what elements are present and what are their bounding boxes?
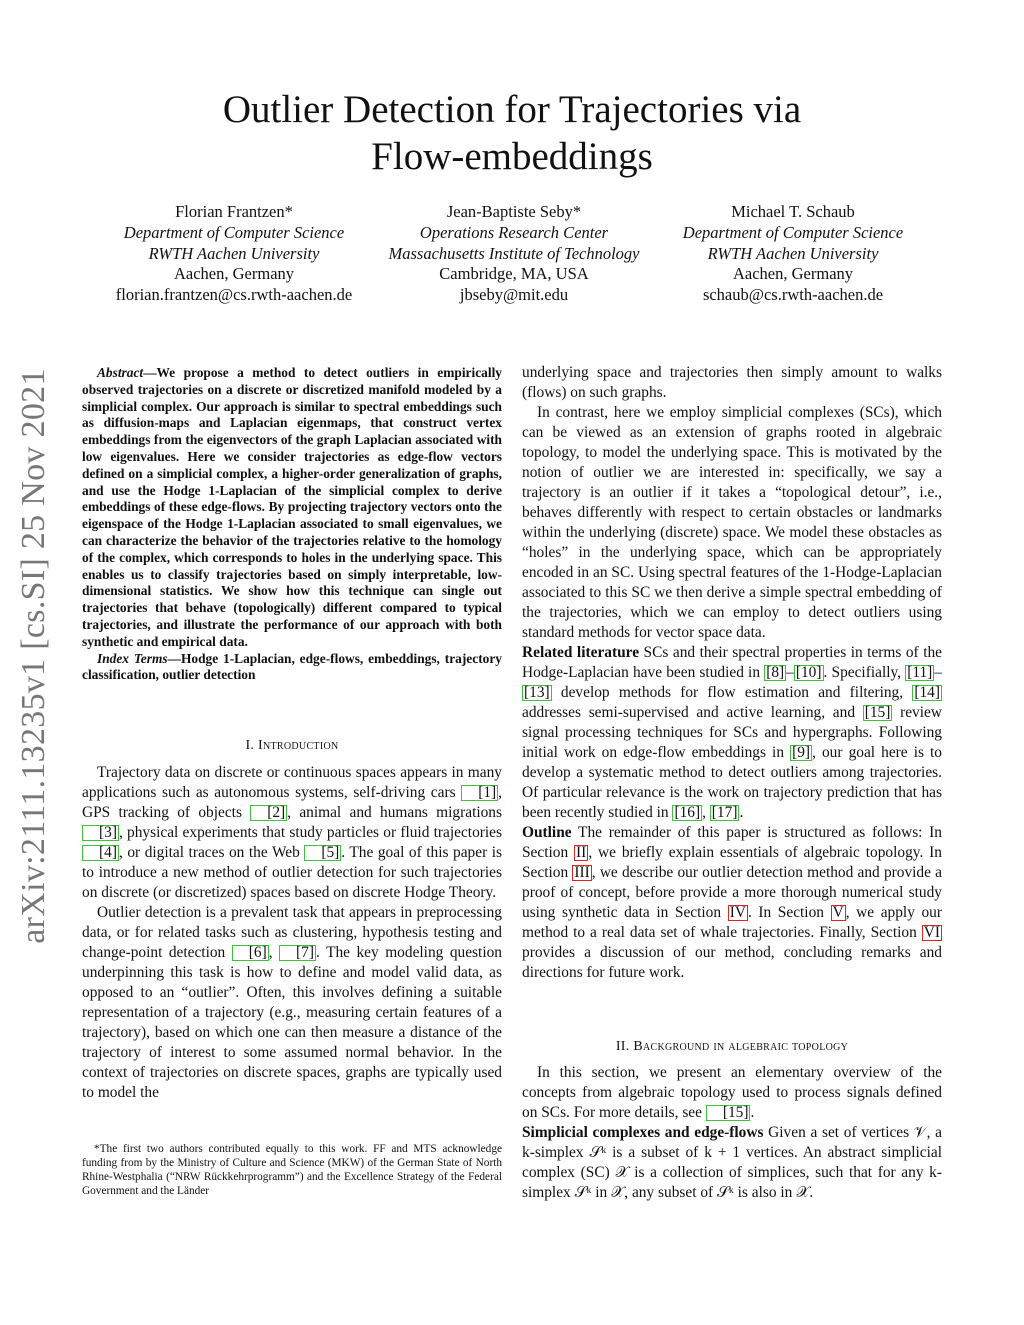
section-link[interactable]: V [832,904,844,921]
citation-link[interactable]: [7] [279,945,316,961]
abstract-text: —We propose a method to detect outliers in empirically observed trajectories on a discrete or discretized manifold modeled by a simplicial complex. Our approach is similar to spectral embeddings such as diffusion-maps and Laplacian eigenmaps, that construct vertex embeddings from the eigenvectors of the graph Laplacian associated with low eigenvalues. Here we consider trajectories as edge-flow vectors defined on a simplicial complex, a higher-order generalization of graphs, and use the Hodge 1-Laplacian of the simplicial complex to derive embeddings of these edge-flows. By projecting trajectory vectors onto the eigenspace of the Hodge 1-Laplacian associated to small eigenvalues, we can characterize the behavior of the trajectories relative to the homology of the complex, which corresponds to holes in the underlying space. This enables us to classify trajectories based on simply interpretable, low-dimensional statistics. We show how this technique can single out trajectories that behave (topologically) different compared to typical trajectories, and illustrate the performance of our approach with both synthetic and empirical data. [82,365,502,649]
background-paragraph-1: In this section, we present an elementary overview of the concepts from algebraic topology used to process signals defined on SCs. For more details, see [15] . [522,1064,942,1121]
right-paragraph-2: In contrast, here we employ simplicial complexes (SCs), which can be viewed as an extension of graphs rooted in algebraic topology, to model the underlying space. This is motivated by the notion of outlier we are interested in: specifically, we say a trajectory is an outlier if it takes a “topological detour”, i.e., behaves differently with respect to certain obstacles or landmarks within the underlying (discrete) space. We model these obstacles as “holes” in the underlying space, which can be appropriately encoded in an SC. Using spectral features of the 1-Hodge-Laplacian associated to this SC we then derive a simple spectral embedding of the trajectories, which we can employ to detect outliers using standard methods for vector space data. [522,404,942,641]
abstract [82,365,502,684]
simplicial-complexes-paragraph: Simplicial complexes and edge-flows Given a set of vertices 𝒱, a k-simplex 𝒮ᵏ is a subset of k + 1 vertices. An abstract simplicial complex (SC) 𝒳 is a collection of simplices, such that for any k-simplex 𝒮ᵏ in 𝒳, any subset of 𝒮ᵏ is also in 𝒳. [522,1124,942,1201]
citation-link[interactable]: [11] [907,664,933,681]
footnote: *The first two authors contributed equally to this work. FF and MTS acknowledge funding from by the Ministry of Culture and Science (MKW) of the German State of North Rhine-Westphalia (“NRW Rückkehrprogramm”) and the Excellence Strategy of the Federal Government and the Länder [82,1143,502,1197]
abstract-label: Abstract [97,365,144,380]
citation-link[interactable]: [10] [795,664,822,681]
author-department: Department of Computer Science [682,222,904,242]
right-column-body [522,363,942,983]
intro-paragraph-2: Outlier detection is a prevalent task that appears in preprocessing data, or for related tasks such as clustering, hypothesis testing and change-point detection [6] , [7] . The key modeling question underpinning this task is how to define and model valid data, as opposed to an “outlier”. Often, this involves defining a suitable representation of a trajectory (e.g., measuring certain features of a trajectory), based on which one can then measure a distance of the trajectory of interest to some assumed normal behavior. In the context of trajectories on discrete spaces, graphs are typically used to model the [82,904,502,1101]
citation-link[interactable]: [9] [792,744,811,761]
author-block-2 [364,202,664,306]
section-link[interactable]: IV [729,904,746,921]
author-location: Cambridge, MA, USA [439,264,589,284]
right-paragraph-1: underlying space and trajectories then simply amount to walks (flows) on such graphs. [522,364,942,401]
citation-link[interactable]: [17] [711,804,738,821]
paper-title [100,86,924,180]
related-literature-paragraph: Related literature SCs and their spectral properties in terms of the Hodge-Laplacian have been studied in [8] – [10] . Specifially, [11] –[13] develop methods for flow estimation and filtering, [14] addresses semi-supervised and active learning, and [15] review signal processing techniques for SCs and hypergraphs. Following initial work on edge-flow embeddings in [9] , our goal here is to develop a systematic method to detect outliers among trajectories. Of particular relevance is the work on trajectory prediction that has been recently studied in [16] , [17] . [522,644,943,821]
citation-link[interactable]: [8] [766,664,785,681]
outline-paragraph: Outline The remainder of this paper is structured as follows: In Section II , we briefly explain essentials of algebraic topology. In Section III , we describe our outlier detection method and provide a proof of concept, before provide a more thorough numerical study using synthetic data in Section IV . In Section V , we apply our method to a real data set of whale trajectories. Finally, Section VI provides a discussion of our method, concluding remarks and directions for future work. [522,824,942,981]
author-email[interactable]: florian.frantzen@cs.rwth-aachen.de [115,285,353,305]
citation-link[interactable]: [4] [82,845,119,861]
author-institution: Massachusetts Institute of Technology [388,243,640,263]
author-email[interactable]: jbseby@mit.edu [459,285,569,305]
citation-link[interactable]: [13] [524,684,550,701]
section-heading-background: II. Background in algebraic topology [615,1039,849,1054]
background-body [522,1063,942,1203]
section-heading-introduction: I. Introduction [245,738,339,753]
index-terms-label: Index Terms [97,650,168,666]
author-name: Jean-Baptiste Seby* [446,202,582,221]
citation-link[interactable]: [1] [461,785,498,801]
citation-link[interactable]: [3] [82,825,119,841]
author-institution: RWTH Aachen University [707,243,879,263]
author-name: Florian Frantzen* [175,202,293,221]
author-location: Aachen, Germany [732,264,854,284]
citation-link[interactable]: [16] [674,804,701,821]
author-email[interactable]: schaub@cs.rwth-aachen.de [702,285,884,305]
author-name: Michael T. Schaub [731,202,855,221]
citation-link[interactable]: [5] [304,845,341,861]
citation-link[interactable]: [2] [250,805,287,821]
title-line-1: Outlier Detection for Trajectories via [222,88,802,131]
citation-link[interactable]: [14] [914,684,940,701]
arxiv-identifier-stamp: arXiv:2111.13235v1 [cs.SI] 25 Nov 2021 [15,368,52,944]
citation-link[interactable]: [15] [706,1105,751,1121]
section-link[interactable]: III [574,864,590,881]
author-block-1 [84,202,384,306]
introduction-body [82,763,502,1103]
author-location: Aachen, Germany [173,264,295,284]
section-link[interactable]: VI [923,924,940,941]
citation-link[interactable]: [6] [232,945,269,961]
author-institution: RWTH Aachen University [148,243,320,263]
intro-paragraph-1: Trajectory data on discrete or continuous spaces appears in many applications such as autonomous systems, self-driving cars [1] , GPS tracking of objects [2] , animal and humans migrations [3] , physical experiments that study particles or fluid trajectories [4] , or digital traces on the Web [5] . The goal of this paper is to introduce a new method of outlier detection for such trajectories on discrete (or discretized) spaces based on discrete Hodge Theory. [82,764,502,901]
author-department: Operations Research Center [419,222,609,242]
title-line-2: Flow-embeddings [371,135,653,178]
author-block-3 [643,202,943,306]
index-terms-text: —Hodge 1-Laplacian, edge-flows, embeddings, trajectory classification, outlier detection [82,650,502,683]
section-link[interactable]: II [576,844,587,861]
author-department: Department of Computer Science [123,222,345,242]
citation-link[interactable]: [15] [864,704,891,721]
